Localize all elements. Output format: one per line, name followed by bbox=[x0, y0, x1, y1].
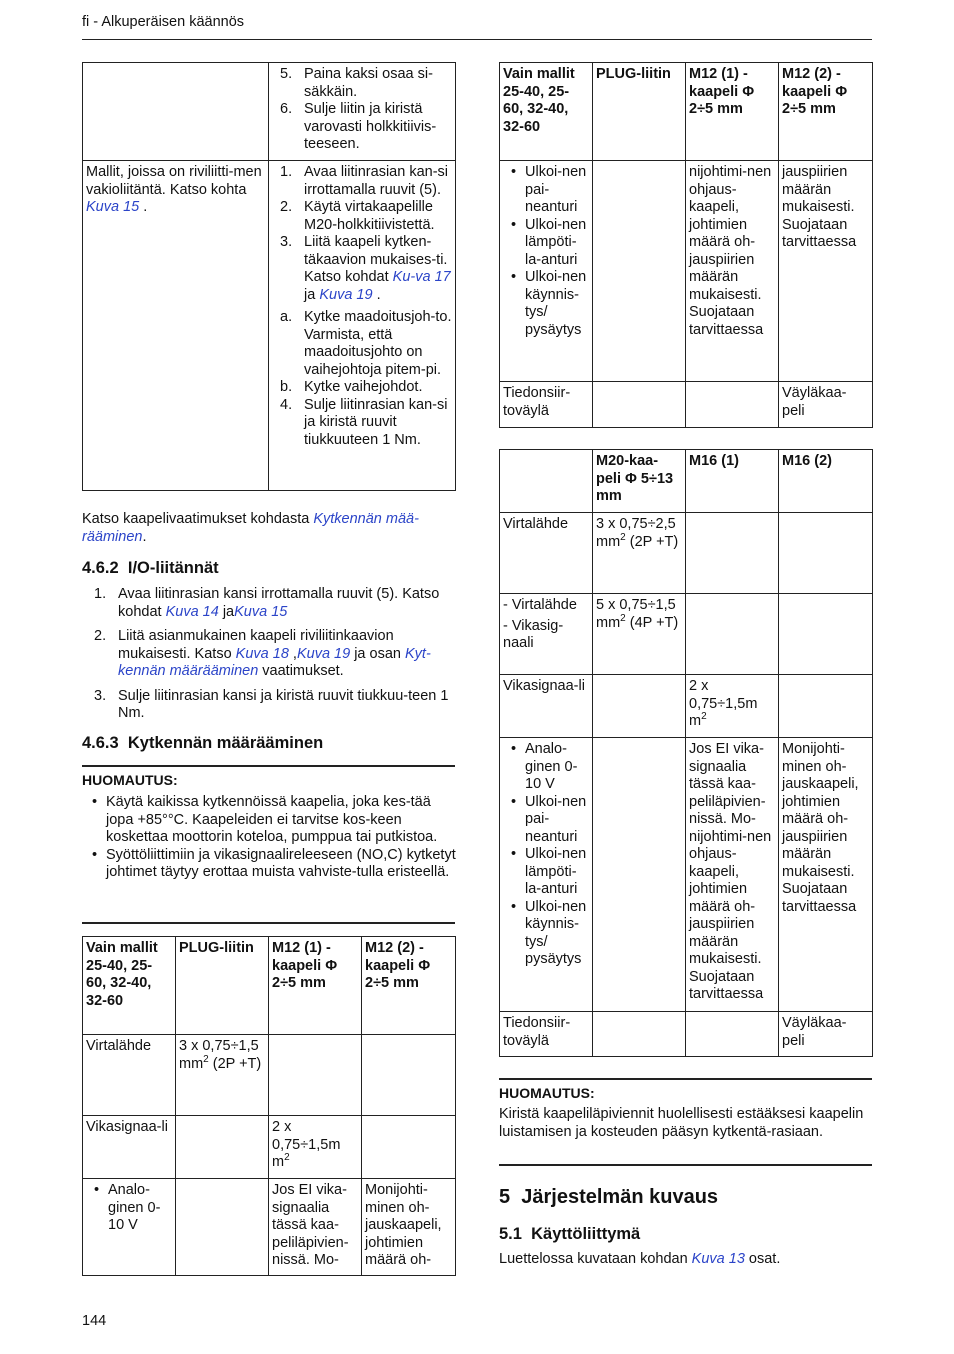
table-cell: Tiedonsiir-toväylä bbox=[500, 382, 593, 428]
bullet-item: • Analo-ginen 0-10 V bbox=[86, 1182, 172, 1235]
section-heading-4-6-2 bbox=[82, 560, 219, 578]
table-cell bbox=[176, 1035, 269, 1116]
step-list bbox=[272, 66, 452, 154]
item-text: Avaa liitinrasian kansi irrottamalla ruuvit (5). Katso kohdat bbox=[118, 586, 440, 620]
section-title: Käyttöliittymä bbox=[531, 1225, 641, 1243]
page-number: 144 bbox=[82, 1313, 107, 1329]
table-cell: Monijohti-minen oh-jauskaapeli, johtimien määrä oh-jauspiirien määrän mukaisesti. Suojataan tarvittaessa bbox=[779, 738, 873, 1012]
item-number: 4. bbox=[280, 396, 293, 413]
column-header: M20-kaa-peli Φ 5÷13 mm bbox=[593, 450, 686, 513]
bullet-item: • Ulkoi-nen käynnis-tys/ pysäytys bbox=[503, 269, 589, 339]
cable-table-b bbox=[499, 62, 873, 428]
column-header: Vain mallit 25-40, 25-60, 32-40, 32-60 bbox=[83, 937, 176, 1035]
table-cell bbox=[269, 161, 456, 491]
section-number: 4.6.3 bbox=[82, 734, 119, 752]
table-cell: Jos EI vika-signaalia tässä kaa-peliläpivien-nissä. Mo-nijohtimi-nen ohjaus-kaapeli, johtimien määrä oh-jauspiirien määrän mukaisesti. Suojataan tarvittaessa bbox=[686, 738, 779, 1012]
table-cell bbox=[686, 594, 779, 675]
item-number: 2. bbox=[280, 199, 293, 215]
cell-text: (2P +T) bbox=[208, 1055, 262, 1072]
item-text: Kytke vaihejohdot. bbox=[304, 379, 423, 395]
cable-requirements-ref bbox=[82, 511, 456, 546]
table-cell: Väyläkaa-peli bbox=[779, 1012, 873, 1057]
table-cell: Virtalähde bbox=[500, 513, 593, 594]
item-number: 6. bbox=[280, 101, 293, 117]
list-item bbox=[86, 586, 456, 621]
table-cell bbox=[779, 513, 873, 594]
note-title: HUOMAUTUS: bbox=[499, 1085, 595, 1101]
table-cell bbox=[500, 738, 593, 1012]
table-cell bbox=[83, 63, 269, 161]
list-item bbox=[86, 688, 456, 723]
list-item bbox=[272, 234, 452, 304]
item-text: Paina kaksi osaa si-säkkäin. bbox=[304, 66, 433, 100]
item-number: 1. bbox=[94, 586, 107, 602]
column-header bbox=[500, 450, 593, 513]
item-text: Sulje liitinrasian kansi ja kiristä ruuvit tiukkuu-teen 1 Nm. bbox=[118, 687, 449, 721]
item-number: a. bbox=[280, 309, 293, 325]
item-text: ja bbox=[304, 286, 320, 303]
note-text: Kiristä kaapeliläpiviennit huolellisesti estääksesi kaapelin luistamisen ja kosteuden pääsyn kytkentä-rasiaan. bbox=[499, 1106, 864, 1140]
figure-link[interactable]: Kyt-kennän määrääminen bbox=[118, 645, 431, 679]
table-cell bbox=[269, 1035, 362, 1116]
item-text: ja osan bbox=[350, 645, 405, 662]
figure-link[interactable]: Ku-va 17 bbox=[392, 269, 451, 285]
column-header: PLUG-liitin bbox=[593, 63, 686, 161]
section-title: Kytkennän määrääminen bbox=[127, 734, 324, 752]
column-header: M12 (1) - kaapeli Φ 2÷5 mm bbox=[269, 937, 362, 1035]
cell-text: 5 x 0,75÷1,5 mm bbox=[596, 597, 676, 631]
table-cell bbox=[686, 382, 779, 428]
chapter-heading-5 bbox=[499, 1186, 719, 1208]
item-text: vaatimukset. bbox=[258, 663, 344, 679]
section-number: 5.1 bbox=[499, 1225, 522, 1243]
item-text: Sulje liitin ja kiristä varovasti holkkitiivis-teeseen. bbox=[304, 101, 437, 152]
item-text: Liitä kaapeli kytken-täkaavion mukaises-ti. Katso kohdat bbox=[304, 234, 448, 285]
list-item bbox=[86, 628, 456, 681]
table-cell bbox=[779, 594, 873, 675]
bullet-item: • Analo-ginen 0-10 V bbox=[503, 741, 589, 794]
table-cell bbox=[500, 594, 593, 675]
item-text: Käytä virtakaapelille M20-holkkitiivistettä. bbox=[304, 199, 435, 233]
figure-link[interactable]: Kuva 18 bbox=[235, 645, 289, 662]
item-text: ja bbox=[218, 603, 235, 620]
item-text: Avaa liitinrasian kan-si irrottamalla ruuvit (5). bbox=[304, 164, 448, 198]
table-cell: Vikasignaa-li bbox=[500, 675, 593, 738]
bullet-item: • Ulkoi-nen käynnis-tys/ pysäytys bbox=[503, 899, 589, 969]
figure-link[interactable]: Kuva 19 bbox=[296, 645, 351, 662]
header-rule bbox=[82, 39, 872, 40]
table-cell bbox=[176, 1116, 269, 1179]
note-bullets bbox=[84, 794, 456, 882]
list-item bbox=[272, 199, 452, 234]
column-header: M12 (2) - kaapeli Φ 2÷5 mm bbox=[779, 63, 873, 161]
cell-text: 2 x 0,75÷1,5m m bbox=[689, 678, 758, 729]
table-cell bbox=[362, 1116, 456, 1179]
table-cell bbox=[686, 1012, 779, 1057]
superscript: 2 bbox=[620, 612, 626, 624]
installation-steps-table bbox=[82, 62, 456, 491]
item-text: . bbox=[372, 286, 381, 303]
item-number: 3. bbox=[280, 234, 293, 250]
cell-line: - Vikasig-naali bbox=[503, 617, 564, 651]
cell-text: Mallit, joissa on riviliitti-men vakioliitäntä. Katso kohta bbox=[86, 164, 262, 198]
figure-link[interactable]: Kuva 14 bbox=[165, 603, 219, 620]
table-cell bbox=[500, 161, 593, 382]
item-number: b. bbox=[280, 379, 293, 395]
cell-bullets bbox=[503, 741, 589, 969]
item-text: Kytke maadoitusjoh-to. Varmista, että maadoitusjohto on vaihejohtoja pitem-pi. bbox=[304, 309, 452, 378]
item-text: Liitä asianmukainen kaapeli riviliitinkaavion mukaisesti. Katso bbox=[118, 628, 394, 662]
column-header: M12 (2) - kaapeli Φ 2÷5 mm bbox=[362, 937, 456, 1035]
column-header: M16 (1) bbox=[686, 450, 779, 513]
table-cell bbox=[176, 1179, 269, 1276]
table-cell bbox=[593, 675, 686, 738]
table-cell bbox=[593, 161, 686, 382]
table-cell bbox=[686, 675, 779, 738]
cell-text: 2 x 0,75÷1,5m m bbox=[272, 1119, 341, 1170]
table-cell bbox=[593, 738, 686, 1012]
table-cell bbox=[362, 1035, 456, 1116]
cell-text: (4P +T) bbox=[625, 614, 679, 631]
ref-text: . bbox=[142, 528, 147, 545]
section-link[interactable]: Kytkennän mää-rääminen bbox=[82, 511, 419, 545]
note-bottom-rule bbox=[499, 1164, 872, 1166]
table-cell: jauspiirien määrän mukaisesti. Suojataan tarvittaessa bbox=[779, 161, 873, 382]
ref-text: Katso kaapelivaatimukset kohdasta bbox=[82, 511, 314, 527]
table-cell: Virtalähde bbox=[83, 1035, 176, 1116]
cell-text: (2P +T) bbox=[625, 533, 679, 550]
table-cell bbox=[83, 161, 269, 491]
list-item bbox=[272, 397, 452, 450]
column-header: M16 (2) bbox=[779, 450, 873, 513]
table-cell bbox=[83, 1179, 176, 1276]
note-bottom-rule bbox=[82, 922, 455, 924]
item-number: 1. bbox=[280, 164, 293, 180]
section-number: 5 bbox=[499, 1186, 511, 1208]
bullet-item: • Ulkoi-nen lämpöti-la-anturi bbox=[503, 846, 589, 899]
item-number: 5. bbox=[280, 66, 293, 82]
section-heading-5-1 bbox=[499, 1226, 640, 1244]
superscript: 2 bbox=[620, 531, 626, 543]
table-cell bbox=[593, 594, 686, 675]
table-cell: Monijohti-minen oh-jauskaapeli, johtimien määrä oh- bbox=[362, 1179, 456, 1276]
item-text: , bbox=[288, 645, 297, 662]
table-cell bbox=[269, 1116, 362, 1179]
running-header: fi - Alkuperäisen käännös bbox=[82, 14, 245, 30]
table-cell: Tiedonsiir-toväylä bbox=[500, 1012, 593, 1057]
cell-text: . bbox=[139, 199, 148, 215]
bullet-item: • Ulkoi-nen pai-neanturi bbox=[503, 164, 589, 217]
cable-table-c bbox=[499, 449, 873, 1057]
column-header: Vain mallit 25-40, 25-60, 32-40, 32-60 bbox=[500, 63, 593, 161]
note-title: HUOMAUTUS: bbox=[82, 772, 178, 788]
list-item bbox=[272, 309, 452, 379]
bullet-item: • Ulkoi-nen pai-neanturi bbox=[503, 794, 589, 847]
body-text: Luettelossa kuvataan kohdan bbox=[499, 1251, 692, 1267]
table-cell bbox=[593, 382, 686, 428]
column-header: PLUG-liitin bbox=[176, 937, 269, 1035]
cell-line: - Virtalähde bbox=[503, 597, 577, 613]
bullet-item: • Käytä kaikissa kytkennöissä kaapelia, joka kes-tää jopa +85°°C. Kaapeleiden ei tarvitse kos-keen koskettaa moottorin koteloa, pumppua tai putkistoa. bbox=[84, 794, 456, 847]
column-header: M12 (1) - kaapeli Φ 2÷5 mm bbox=[686, 63, 779, 161]
figure-link[interactable]: Kuva 19 bbox=[319, 286, 373, 303]
bullet-item: • Syöttöliittimiin ja vikasignaalireleeseen (NO,C) kytketyt johtimet täytyy erottaa muista vahviste-tulla eristeellä. bbox=[84, 847, 456, 882]
table-cell bbox=[593, 1012, 686, 1057]
table-cell: Jos EI vika-signaalia tässä kaa-peliläpivien-nissä. Mo- bbox=[269, 1179, 362, 1276]
table-cell bbox=[269, 63, 456, 161]
note-top-rule bbox=[499, 1078, 872, 1080]
note-top-rule bbox=[82, 765, 455, 767]
section-number: 4.6.2 bbox=[82, 559, 119, 577]
item-number: 3. bbox=[94, 687, 107, 704]
superscript: 2 bbox=[284, 1152, 290, 1164]
superscript: 2 bbox=[203, 1053, 209, 1065]
table-cell bbox=[593, 513, 686, 594]
cable-table-a bbox=[82, 936, 456, 1276]
body-text: osat. bbox=[744, 1251, 781, 1267]
cell-text: 3 x 0,75÷1,5 mm bbox=[179, 1038, 259, 1072]
table-cell bbox=[779, 675, 873, 738]
bullet-item: • Ulkoi-nen lämpöti-la-anturi bbox=[503, 217, 589, 270]
list-item bbox=[272, 66, 452, 101]
figure-link[interactable]: Kuva 15 bbox=[234, 603, 288, 620]
item-number: 2. bbox=[94, 628, 107, 644]
section-heading-4-6-3 bbox=[82, 735, 323, 753]
io-steps-list bbox=[86, 586, 456, 723]
list-item bbox=[272, 379, 452, 397]
section-5-1-text bbox=[499, 1251, 873, 1269]
step-list bbox=[272, 164, 452, 449]
table-cell bbox=[686, 513, 779, 594]
section-title: I/O-liitännät bbox=[127, 559, 219, 577]
list-item bbox=[272, 101, 452, 154]
table-cell: Väyläkaa-peli bbox=[779, 382, 873, 428]
table-cell: nijohtimi-nen ohjaus-kaapeli, johtimien määrä oh-jauspiirien määrän mukaisesti. Suojataan tarvittaessa bbox=[686, 161, 779, 382]
figure-link[interactable]: Kuva 15 bbox=[86, 199, 140, 215]
table-cell: Vikasignaa-li bbox=[83, 1116, 176, 1179]
cell-text: 3 x 0,75÷2,5 mm bbox=[596, 516, 676, 550]
cell-bullets bbox=[503, 164, 589, 339]
cell-bullets bbox=[86, 1182, 172, 1235]
item-text: Sulje liitinrasian kan-si ja kiristä ruuvit tiukkuuteen 1 Nm. bbox=[304, 396, 448, 448]
list-item bbox=[272, 164, 452, 199]
section-title: Järjestelmän kuvaus bbox=[521, 1186, 719, 1208]
figure-link[interactable]: Kuva 13 bbox=[691, 1251, 745, 1267]
superscript: 2 bbox=[701, 711, 707, 723]
